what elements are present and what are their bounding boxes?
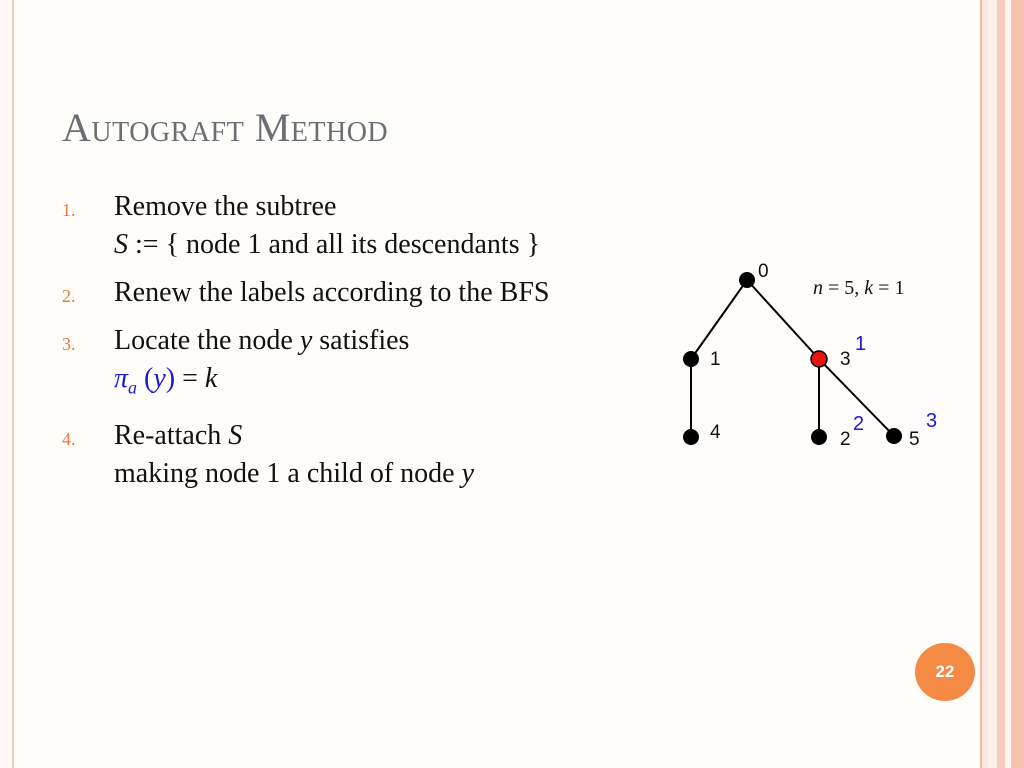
var-S: S [114, 229, 128, 260]
step-number: 2. [62, 286, 76, 306]
paren-open: ( [137, 363, 154, 394]
var-S: S [228, 419, 243, 451]
param-k: k [864, 277, 874, 299]
step-2 [62, 274, 742, 312]
equals-sign: = [175, 363, 205, 394]
edge-0-1 [691, 280, 747, 359]
param-k-value: = 1 [873, 277, 905, 299]
page-number-badge: 22 [915, 643, 975, 701]
step-3 [62, 322, 742, 407]
step-text-line2 [114, 455, 742, 493]
tree-node-5 [886, 428, 902, 444]
step-number: 3. [62, 334, 76, 354]
node-label-5: 5 [909, 429, 920, 450]
node-label-3: 3 [840, 349, 851, 370]
order-label-node-5: 3 [926, 410, 938, 432]
step-text [114, 322, 742, 360]
var-y: y [461, 457, 475, 489]
tree-node-4 [683, 429, 699, 445]
tree-node-3 [811, 351, 827, 367]
order-label-node-3: 1 [855, 333, 867, 355]
node-label-4: 4 [710, 422, 721, 443]
step-text [114, 417, 742, 455]
var-y: y [299, 325, 313, 356]
paren-close: ) [165, 363, 176, 394]
text-fragment: making node 1 a child of node [114, 457, 462, 489]
step-number: 1. [62, 200, 76, 220]
tree-diagram [660, 250, 960, 470]
tree-svg [660, 250, 960, 470]
pi-subscript: a [128, 377, 138, 398]
subtree-definition: := { node 1 and all its descendants } [128, 229, 541, 260]
pi-symbol [114, 363, 138, 398]
order-label-node-2: 2 [853, 413, 865, 435]
formula [114, 360, 742, 407]
tree-node-2 [811, 429, 827, 445]
formula-var-y: y [153, 363, 166, 394]
steps-list [62, 188, 742, 503]
param-n: n [813, 277, 823, 299]
left-border [0, 0, 14, 768]
param-n-value: = 5, [823, 277, 865, 299]
text-fragment: Locate the node [114, 325, 300, 356]
node-label-0: 0 [758, 261, 769, 282]
edge-0-3 [747, 280, 819, 359]
step-1 [62, 188, 742, 264]
right-border [980, 0, 1024, 768]
node-label-1: 1 [710, 349, 721, 370]
step-text: Remove the subtree [114, 191, 337, 222]
slide-title: Autograft Method [62, 105, 389, 150]
step-text: Renew the labels according to the BFS [114, 277, 550, 308]
step-4 [62, 417, 742, 493]
text-fragment: satisfies [312, 325, 410, 356]
formula-var-k: k [204, 363, 218, 394]
step-text-line2 [114, 226, 742, 264]
pi-char: π [114, 363, 129, 394]
tree-node-1 [683, 351, 699, 367]
tree-node-0 [739, 272, 755, 288]
step-number: 4. [62, 428, 76, 449]
tree-parameters [813, 277, 904, 299]
text-fragment: Re-attach [114, 419, 229, 451]
node-label-2: 2 [840, 429, 851, 450]
